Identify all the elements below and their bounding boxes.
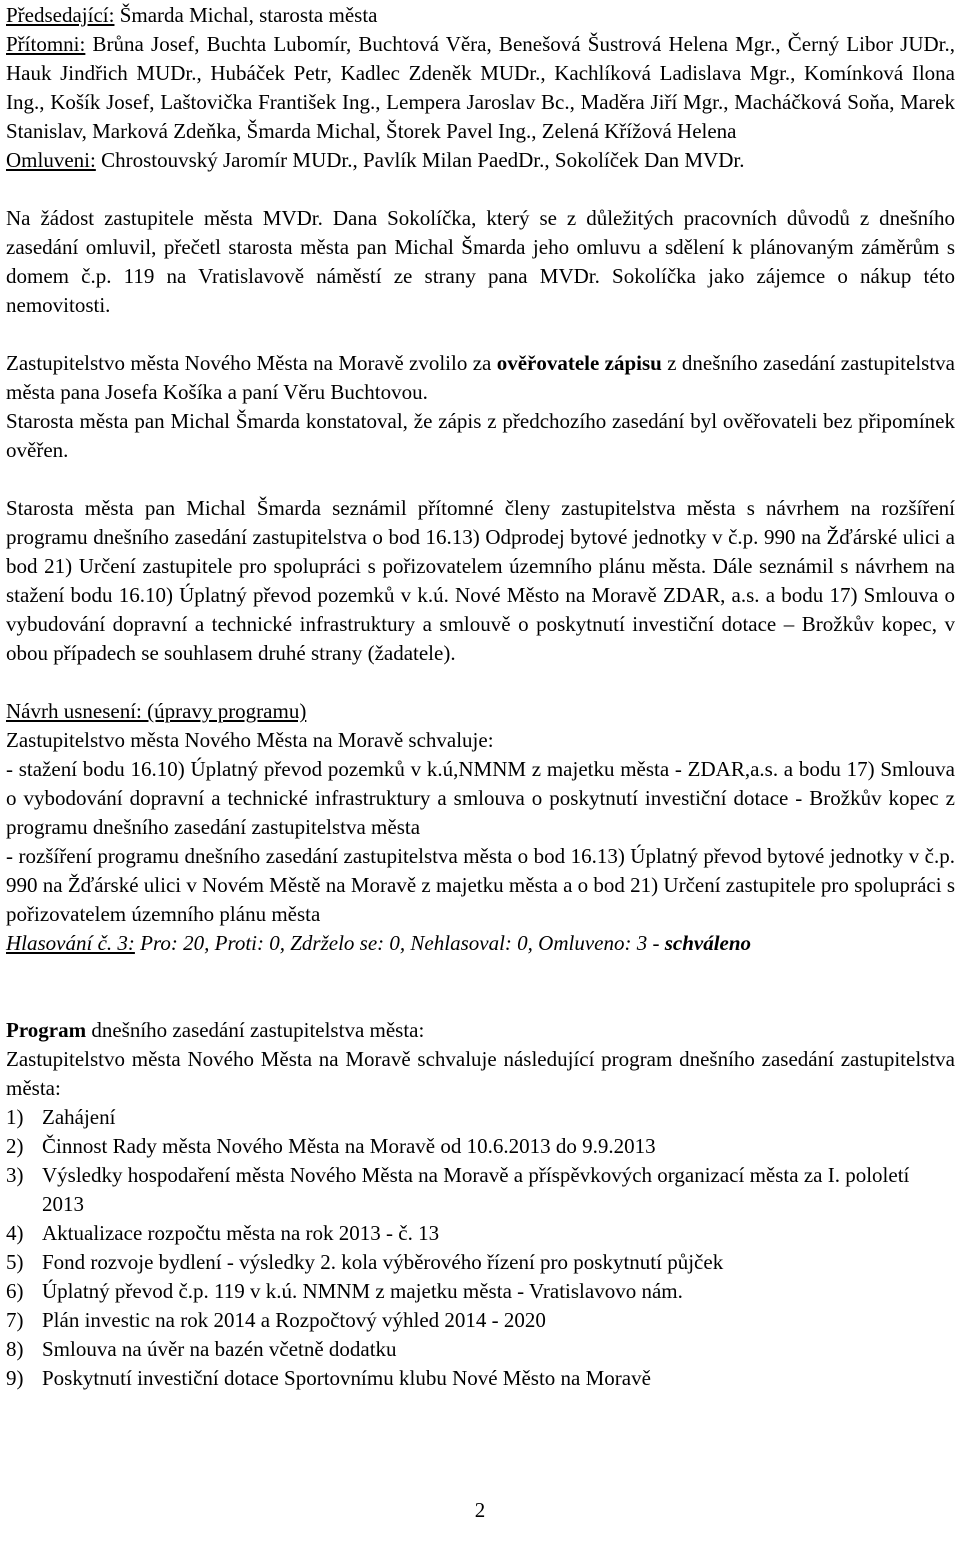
excused-label: Omluveni: <box>6 148 96 172</box>
program-item-text: Výsledky hospodaření města Nového Města na Moravě a příspěvkových organizací města za I. pololetí 2013 <box>42 1163 910 1216</box>
program-item <box>6 1132 955 1161</box>
program-item-number: 3) <box>6 1163 24 1187</box>
vote-result: schváleno <box>664 931 752 955</box>
resolution-intro: Zastupitelstvo města Nového Města na Moravě schvaluje: <box>6 728 494 752</box>
present-value: Brůna Josef, Buchta Lubomír, Buchtová Věra, Benešová Šustrová Helena Mgr., Černý Libor JUDr., Hauk Jindřich MUDr., Hubáček Petr, Kadlec Zdeněk MUDr., Kachlíková Ladislava Mgr., Komínková Ilona Ing., Košík Josef, Laštovička František Ing., Lempera Jaroslav Bc., Maděra Jiří Mgr., Macháčková Soňa, Marek Stanislav, Marková Zdeňka, Šmarda Michal, Štorek Pavel Ing., Zelená Křížová Helena <box>6 32 955 143</box>
program-item-number: 5) <box>6 1250 24 1274</box>
program-item-text: Zahájení <box>42 1105 116 1129</box>
program-changes-paragraph: Starosta města pan Michal Šmarda seznámil přítomné členy zastupitelstva města s návrhem na rozšíření programu dnešního zasedání zastupitelstva o bod 16.13) Odprodej bytové jednotky v č.p. 990 na Žďárské ulici a bod 21) Určení zastupitele pro spolupráci s pořizovatelem územního plánu města. Dále seznámil s návrhem na stažení bodu 16.10) Úplatný převod pozemků v k.ú. Nové Město na Moravě ZDAR, a.s. a bodu 17) Smlouva o vybudování dopravní a technické infrastruktury a smlouvě o poskytnutí investiční dotace – Brožkův kopec, v obou případech se souhlasem druhé strany (žadatele). <box>6 496 955 665</box>
program-item-number: 6) <box>6 1279 24 1303</box>
vote-line <box>6 929 955 958</box>
program-item-number: 1) <box>6 1105 24 1129</box>
program-intro: Zastupitelstvo města Nového Města na Moravě schvaluje následující program dnešního zasedání zastupitelstva města: <box>6 1047 955 1100</box>
program-item-text: Poskytnutí investiční dotace Sportovnímu klubu Nové Město na Moravě <box>42 1366 651 1390</box>
program-item <box>6 1248 955 1277</box>
program-heading <box>6 1016 955 1045</box>
program-item-number: 2) <box>6 1134 24 1158</box>
program-item-number: 8) <box>6 1337 24 1361</box>
program-item <box>6 1219 955 1248</box>
excused-line <box>6 146 955 175</box>
verifiers-bold: ověřovatele zápisu <box>496 351 662 375</box>
program-item <box>6 1364 955 1393</box>
program-item-text: Smlouva na úvěr na bazén včetně dodatku <box>42 1337 397 1361</box>
program-item-text: Úplatný převod č.p. 119 v k.ú. NMNM z majetku města - Vratislavovo nám. <box>42 1279 683 1303</box>
resolution-item-1: - stažení bodu 16.10) Úplatný převod pozemků v k.ú,NMNM z majetku města - ZDAR,a.s. a bodu 17) Smlouva o vybodování dopravní a technické infrastruktury a smlouva o poskytnutí investiční dotace - Brožkův kopec z programu dnešního zasedání zastupitelstva města <box>6 757 955 839</box>
present-label: Přítomni: <box>6 32 86 56</box>
present-paragraph <box>6 30 955 146</box>
excused-value: Chrostouvský Jaromír MUDr., Pavlík Milan PaedDr., Sokolíček Dan MVDr. <box>95 148 745 172</box>
program-item <box>6 1161 955 1219</box>
program-item <box>6 1306 955 1335</box>
verifiers-after: z dnešního zasedání zastupitelstva města pana Josefa Košíka a paní Věru Buchtovou. <box>6 351 955 404</box>
program-item-number: 9) <box>6 1366 24 1390</box>
vote-label: Hlasování č. 3: <box>6 931 135 955</box>
resolution-item-2: - rozšíření programu dnešního zasedání zastupitelstva města o bod 16.13) Úplatný převod bytové jednotky v č.p. 990 na Žďárské ulici v Novém Městě na Moravě z majetku města a o bod 21) Určení zastupitele pro spolupráci s pořizovatelem územního plánu města <box>6 844 955 926</box>
program-list <box>6 1103 955 1393</box>
verifiers-before: Zastupitelstvo města Nového Města na Moravě zvolilo za <box>6 351 497 375</box>
spacer <box>6 958 955 1016</box>
chair-value: Šmarda Michal, starosta města <box>114 3 378 27</box>
chair-line <box>6 1 955 30</box>
spacer <box>6 668 955 697</box>
chair-label: Předsedající: <box>6 3 115 27</box>
vote-counts: Pro: 20, Proti: 0, Zdrželo se: 0, Nehlasoval: 0, Omluveno: 3 - <box>134 931 665 955</box>
verifiers-paragraph <box>6 349 955 407</box>
program-item-text: Plán investic na rok 2014 a Rozpočtový výhled 2014 - 2020 <box>42 1308 546 1332</box>
spacer <box>6 175 955 204</box>
program-item <box>6 1277 955 1306</box>
program-item-text: Fond rozvoje bydlení - výsledky 2. kola výběrového řízení pro poskytnutí půjček <box>42 1250 724 1274</box>
spacer <box>6 320 955 349</box>
spacer <box>6 465 955 494</box>
minutes-note-paragraph: Starosta města pan Michal Šmarda konstatoval, že zápis z předchozího zasedání byl ověřovateli bez připomínek ověřen. <box>6 409 955 462</box>
page-number: 2 <box>474 1498 486 1522</box>
program-item-number: 4) <box>6 1221 24 1245</box>
document-page <box>6 1 955 1393</box>
request-paragraph: Na žádost zastupitele města MVDr. Dana Sokolíčka, který se z důležitých pracovních důvodů z dnešního zasedání omluvil, přečetl starosta města pan Michal Šmarda jeho omluvu a sdělení k plánovaným záměrům s domem č.p. 119 na Vratislavově náměstí ze strany pana MVDr. Sokolíčka jako zájemce o nákup této nemovitosti. <box>6 206 955 317</box>
resolution-heading: Návrh usnesení: (úpravy programu) <box>6 699 307 723</box>
program-heading-rest: dnešního zasedání zastupitelstva města: <box>86 1018 425 1042</box>
program-item <box>6 1335 955 1364</box>
program-item-number: 7) <box>6 1308 24 1332</box>
program-heading-bold: Program <box>6 1018 87 1042</box>
program-item-text: Činnost Rady města Nového Města na Moravě od 10.6.2013 do 9.9.2013 <box>42 1134 656 1158</box>
program-item-text: Aktualizace rozpočtu města na rok 2013 - č. 13 <box>42 1221 440 1245</box>
program-item <box>6 1103 955 1132</box>
